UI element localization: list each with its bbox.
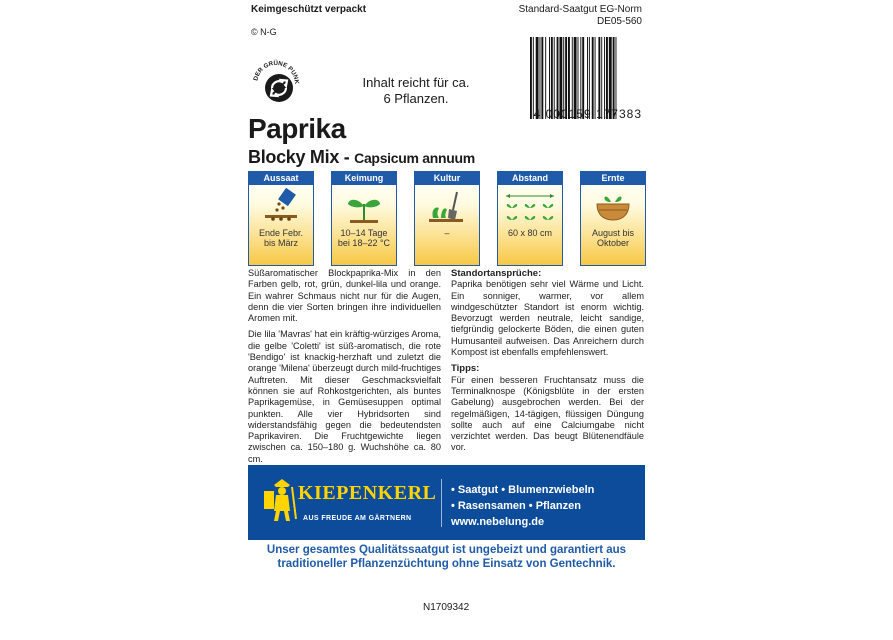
cultivation-box-label: Abstand bbox=[498, 172, 562, 185]
brand-slogan: AUS FREUDE AM GÄRTNERN bbox=[303, 515, 412, 522]
sprout-icon bbox=[332, 188, 396, 224]
content-info-line1: Inhalt reicht für ca. bbox=[362, 75, 470, 90]
cultivation-box-spacing bbox=[497, 171, 563, 266]
harvest-bowl-icon bbox=[581, 188, 645, 224]
article-number: N1709342 bbox=[423, 602, 470, 613]
germination-line1: 10–14 Tage bbox=[340, 228, 388, 238]
quality-note bbox=[248, 543, 645, 571]
cultivation-box-culture bbox=[414, 171, 480, 266]
cultivation-box-germination bbox=[331, 171, 397, 266]
sowing-line2: bis März bbox=[263, 238, 298, 248]
cultivation-box-value bbox=[334, 228, 394, 248]
content-info bbox=[352, 75, 480, 107]
protection-label: Keimgeschützt verpackt bbox=[251, 4, 367, 15]
spade-icon bbox=[415, 188, 479, 224]
quality-note-line1: Unser gesamtes Qualitätssaatgut ist ungebeizt und garantiert aus bbox=[266, 544, 627, 556]
cultivation-box-value bbox=[417, 228, 477, 238]
gruene-punkt-logo bbox=[249, 57, 303, 111]
brand-line2 bbox=[451, 498, 594, 514]
product-subtitle bbox=[248, 147, 475, 168]
description-varieties: Die lila 'Mavras' hat ein kräftig-würziges Aroma, die gelbe 'Coletti' ist süß-aromatisch, die rote 'Bendigo' ist knackig-herzhaft und zuletzt die orange 'Milena' überzeugt durch mild-fruchtiges Auftreten. Mit dieser Geschmacksvielfalt können sie auf Rohkostgerichten, als buntes Paprikagemüse, in Gemüsesuppen optimal punkten. Alle vier Hybridsorten sind widerstandsfähig gegen die bedeutendsten Paprikaviren. Die Fruchtgewichte liegen zwischen ca. 150–180 g. Wuchshöhe ca. 80 cm. bbox=[248, 329, 441, 464]
standard-code: DE05-560 bbox=[596, 16, 642, 27]
brand-website: www.nebelung.de bbox=[451, 516, 545, 528]
spacing-line1: 60 x 80 cm bbox=[507, 228, 553, 238]
spacing-icon bbox=[498, 188, 562, 224]
quality-note-line2: traditioneller Pflanzenzüchtung ohne Einsatz von Gentechnik. bbox=[277, 558, 616, 570]
culture-line1: – bbox=[444, 228, 450, 238]
germination-line2: bei 18–22 °C bbox=[337, 238, 391, 248]
brand-name: KIEPENKERL bbox=[298, 482, 437, 504]
location-text: Paprika benötigen sehr viel Wärme und Licht. Ein sonniger, warmer, vor allem windgeschützter Standort ist enorm wichtig. Bevorzugt werden neutrale, leicht sandige, tiefgründig gelockerte Böden, die einen guten Humusanteil aufweisen. Das Anreichern durch Kompost ist ebenfalls empfehlenswert. bbox=[451, 279, 644, 358]
sowing-line1: Ende Febr. bbox=[258, 228, 304, 238]
harvest-line2: Oktober bbox=[596, 238, 629, 248]
product-title: Paprika bbox=[248, 113, 346, 144]
cultivation-box-sowing bbox=[248, 171, 314, 266]
cultivation-box-label: Aussaat bbox=[249, 172, 313, 185]
bullet-icon: • bbox=[451, 500, 455, 512]
brand-line1-text: Saatgut • Blumenzwiebeln bbox=[457, 484, 595, 496]
cultivation-box-value bbox=[251, 228, 311, 248]
cultivation-box-value bbox=[583, 228, 643, 248]
bullet-icon: • bbox=[451, 484, 455, 496]
cultivation-box-label: Kultur bbox=[415, 172, 479, 185]
content-info-line2: 6 Pflanzen. bbox=[383, 91, 449, 106]
description-left-column bbox=[248, 268, 441, 470]
seed-packet-icon bbox=[249, 188, 313, 224]
description-right-column bbox=[451, 268, 644, 459]
location-heading: Standortansprüche: bbox=[451, 268, 542, 279]
barcode-number: 4 000159 177383 bbox=[533, 107, 642, 121]
harvest-line1: August bis bbox=[591, 228, 635, 238]
cultivation-box-harvest bbox=[580, 171, 646, 266]
brand-banner bbox=[248, 465, 645, 540]
brand-line2-text: Rasensamen • Pflanzen bbox=[457, 500, 581, 512]
description-intro: Süßaromatischer Blockpaprika-Mix in den Farben gelb, rot, grün, dunkel-lila und orange. Ein wahrer Schmaus nicht nur für die Augen, denn die vier Sorten bringen ihre individuellen Aromen mit. bbox=[248, 268, 441, 324]
brand-line1 bbox=[451, 482, 594, 498]
gruene-punkt-text: DER GRÜNE PUNK bbox=[252, 59, 301, 85]
standard-info bbox=[519, 4, 642, 28]
cultivation-box-value bbox=[500, 228, 560, 238]
tips-heading: Tipps: bbox=[451, 363, 480, 375]
cultivation-box-label: Keimung bbox=[332, 172, 396, 185]
tips-text: Für einen besseren Fruchtansatz muss die Terminalknospe (Königsblüte in der ersten Gabelung) ausgebrochen werden. Bei der regelmäßigen, 14-tägigen, flüssigen Düngung sollte auch auf eine Calciumgabe nicht verzichtet werden. Das beugt Blütenendfäule vor. bbox=[451, 374, 644, 453]
brand-product-list bbox=[451, 482, 594, 530]
cultivation-box-label: Ernte bbox=[581, 172, 645, 185]
variety-name: Blocky Mix - bbox=[248, 147, 355, 167]
brand-divider bbox=[441, 479, 442, 527]
latin-name: Capsicum annuum bbox=[354, 150, 475, 166]
copyright-notice: © N-G bbox=[251, 27, 277, 37]
standard-norm: Standard-Saatgut EG-Norm bbox=[518, 4, 642, 15]
kiepenkerl-figure-icon bbox=[260, 477, 300, 523]
